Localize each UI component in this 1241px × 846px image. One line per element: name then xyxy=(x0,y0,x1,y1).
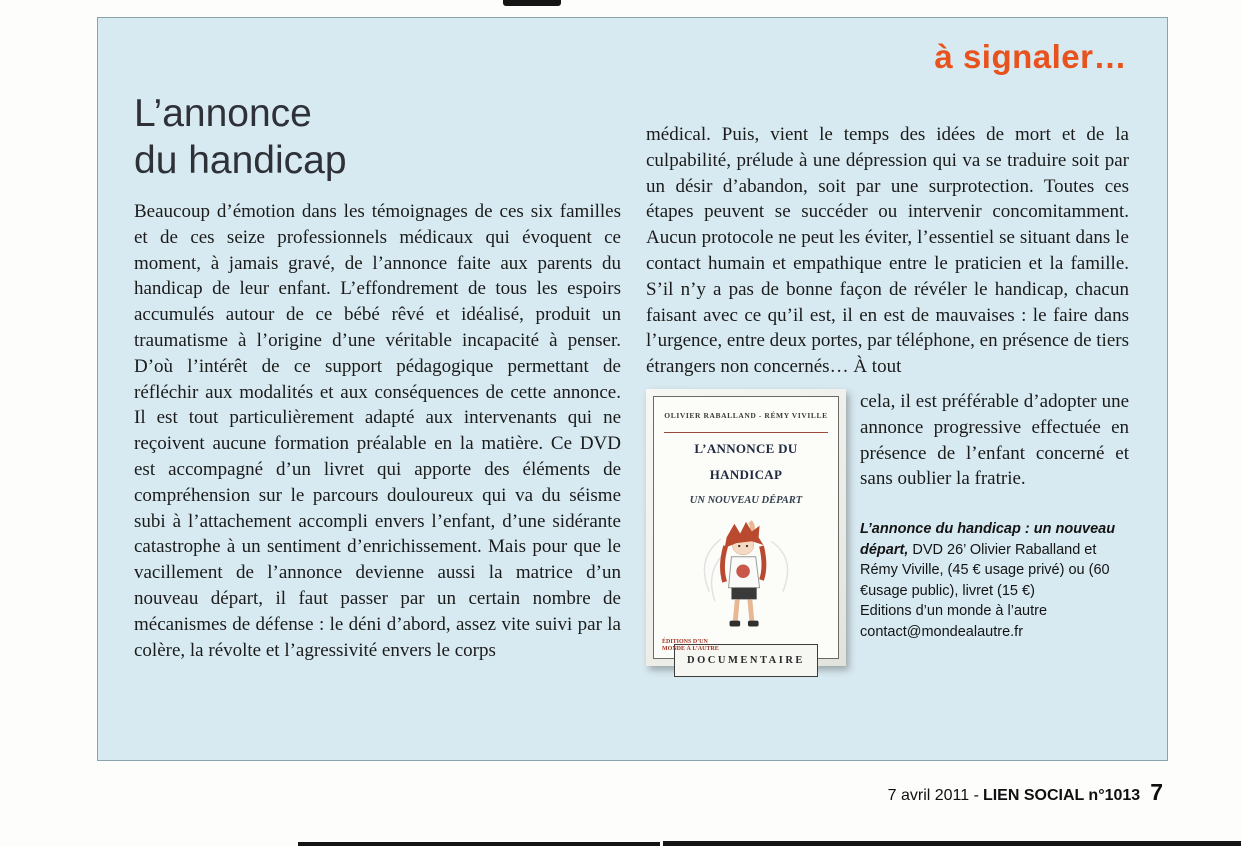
footer-magazine-title: LIEN SOCIAL n°1013 xyxy=(982,787,1141,804)
dvd-caption-publisher: Editions d’un monde à l’autre xyxy=(860,603,1048,620)
page-footer xyxy=(888,779,1163,806)
article-paragraph-right: médical. Puis, vient le temps des idées de mort et de la culpabilité, prélude à une dépression qui va se traduire soit par un désir d’abandon, soit par une surprotection. Toutes ces étapes peuvent se succéder ou intervenir concomitamment. Aucun protocole ne peut les éviter, l’essentiel se situant dans le contact humain et empathique entre le praticien et la famille. S’il n’y a pas de bonne façon de révéler le handicap, chacun faisant avec ce qu’il est, il en est de mauvaises : le faire dans l’urgence, entre deux portes, par téléphone, en présence de tiers étrangers non concernés… À tout xyxy=(646,124,1129,378)
section-label: à signaler… xyxy=(934,38,1127,75)
dvd-caption xyxy=(860,519,1129,601)
media-right-column xyxy=(860,389,1129,642)
scan-artifact-bottom-left xyxy=(298,842,660,846)
dvd-cover-subtitle: UN NOUVEAU DÉPART xyxy=(689,495,803,507)
article-box xyxy=(97,17,1168,761)
dvd-cover-authors: OLIVIER RABALLAND - RÉMY VIVILLE xyxy=(664,403,828,433)
dvd-cover xyxy=(653,396,839,667)
dvd-cover-illustration xyxy=(686,516,806,642)
dvd-caption-contact: contact@mondealautre.fr xyxy=(860,623,1024,640)
scan-artifact-top xyxy=(503,0,561,6)
dvd-cover-category: DOCUMENTAIRE xyxy=(674,644,818,677)
dvd-cover-photo xyxy=(646,389,846,666)
page-title xyxy=(134,90,347,184)
article-paragraph-wrap: cela, il est préférable d’adopter une annonce progressive effectuée en présence de l’enfant concerné et sans oublier la fratrie. xyxy=(860,390,1129,490)
page-title-line2: du handicap xyxy=(134,139,347,182)
article-column-left xyxy=(134,199,621,663)
page-title-line1: L’annonce xyxy=(134,92,312,135)
media-row xyxy=(646,389,1129,666)
dvd-cover-title: L’ANNONCE DU HANDICAP xyxy=(694,440,798,482)
dvd-caption-title: L’annonce du handicap : un nouveau départ, xyxy=(860,521,1116,558)
dvd-caption-details: DVD 26’ Olivier Raballand et Rémy Viville, (45 € usage privé) ou (60 €usage public), livret (15 €) xyxy=(860,541,1110,599)
article-column-right xyxy=(646,122,1129,666)
dvd-cover-publisher: ÉDITIONS D’UN MONDE À L’AUTRE xyxy=(662,638,719,652)
scan-artifact-bottom-right xyxy=(663,841,1241,846)
footer-page-number: 7 xyxy=(1150,779,1163,805)
footer-date: 7 avril 2011 - xyxy=(887,787,979,804)
article-paragraph-left: Beaucoup d’émotion dans les témoignages de ces six familles et de ces seize professionnels médicaux qui évoquent ce moment, à jamais gravé, de l’annonce faite aux parents du handicap de leur enfant. L’effondrement de tous les espoirs accumulés autour de ce bébé rêvé et idéalisé, produit un traumatisme à l’origine d’une véritable incapacité à penser. D’où l’intérêt de ce support pédagogique permettant de réfléchir aux modalités et aux conséquences de cette annonce. Il est tout particulièrement adapté aux intervenants qui ne reçoivent aucune formation préalable en la matière. Ce DVD est accompagné d’un livret qui apporte des éléments de compréhension sur le parcours douloureux qui va du séisme subi à l’attachement accompli envers l’enfant, d’une sidérante catastrophe à un sentiment d’enrichissement. Mais pour que le vacillement de l’annonce devienne aussi la matrice d’un nouveau départ, il faut passer par un certain nombre de mécanismes de défense : le déni d’abord, assez vite suivi par la colère, la révolte et l’agressivité envers le corps xyxy=(134,201,621,661)
